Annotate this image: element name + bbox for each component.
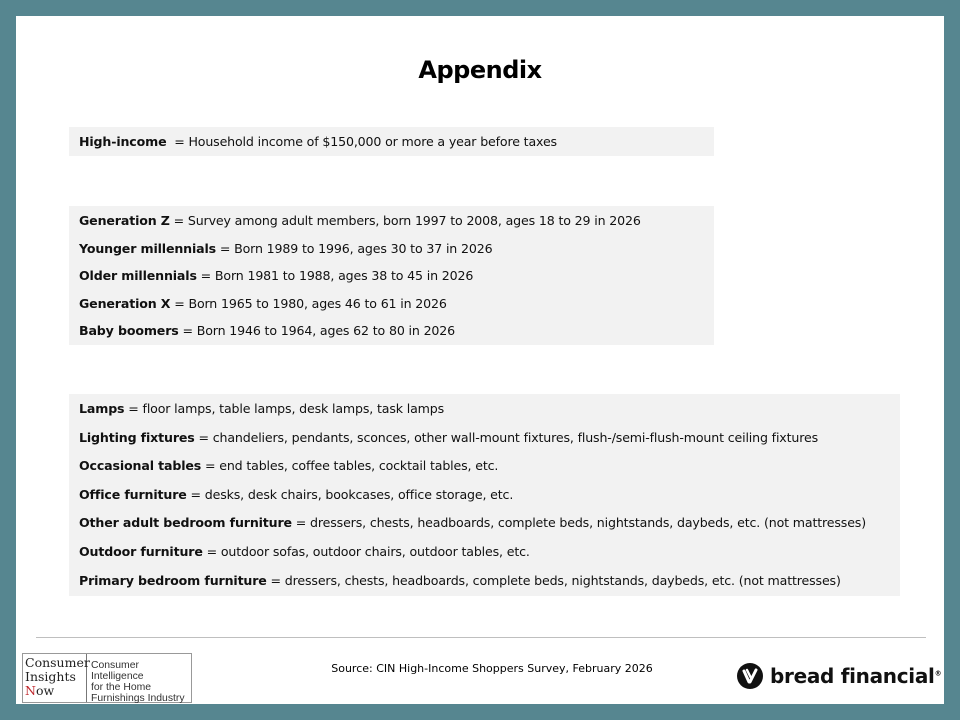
cin-logo-line: Insights [25,669,76,684]
definition-row [69,567,900,596]
definition: = outdoor sofas, outdoor chairs, outdoor tables, etc. [202,543,530,559]
definition: = Born 1981 to 1988, ages 38 to 45 in 2026 [196,268,474,283]
definition-row [69,538,900,567]
cin-logo-initial: N [25,683,36,698]
cin-logo-line [25,684,86,698]
term: Lamps [79,401,125,416]
definition: = dressers, chests, headboards, complete beds, nightstands, daybeds, etc. (not mattresses) [266,572,841,588]
cin-logo-line: Consumer [25,655,90,670]
definition-row [69,481,900,510]
term: Generation Z [79,213,170,228]
term: Older millennials [79,268,197,283]
bread-financial-logo [736,661,941,691]
cin-logo-rest: ow [35,683,55,698]
definition: = desks, desk chairs, bookcases, office storage, etc. [186,486,514,502]
definition-row [69,317,714,345]
cin-tagline-line: for the Home [91,682,152,693]
categories-box [69,394,900,596]
generations-box [69,206,714,345]
definition: = Born 1946 to 1964, ages 62 to 80 in 2026 [178,323,456,338]
term: Outdoor furniture [79,543,203,559]
bread-logo-icon [736,662,764,690]
definition: = end tables, coffee tables, cocktail tables, etc. [201,458,499,474]
definition: = dressers, chests, headboards, complete beds, nightstands, daybeds, etc. (not mattresses) [291,515,866,531]
definition-row [69,452,900,481]
page-title: Appendix [418,56,542,84]
definition: = Born 1965 to 1980, ages 46 to 61 in 2026 [170,295,447,311]
income-definition-box [69,127,714,156]
term: Younger millennials [79,240,217,256]
definition: = Survey among adult members, born 1997 to 2008, ages 18 to 29 in 2026 [169,213,641,228]
cin-logo-tagline [87,654,191,702]
definition: = floor lamps, table lamps, desk lamps, task lamps [124,401,445,416]
source-note: Source: CIN High-Income Shoppers Survey, February 2026 [331,662,653,675]
cin-logo-wordmark [23,654,90,702]
footer-divider [36,637,926,638]
slide [16,16,944,704]
definition: = Born 1989 to 1996, ages 30 to 37 in 2026 [216,240,493,256]
definition-row [79,134,557,149]
cin-tagline-line: Furnishings Industry [91,693,185,704]
term: Baby boomers [79,323,179,338]
term: Generation X [79,295,171,311]
term: High-income [79,134,167,149]
term: Primary bedroom furniture [79,572,267,588]
definition-row [69,424,900,453]
term: Occasional tables [79,458,202,474]
definition-row [69,235,714,263]
definition: = Household income of $150,000 or more a year before taxes [166,134,557,149]
cin-tagline-line: Consumer Intelligence [91,660,144,682]
definition: = chandeliers, pendants, sconces, other wall-mount fixtures, flush-/semi-flush-mount ceiling fixtures [194,429,818,445]
definition-row [69,395,900,424]
term: Office furniture [79,486,187,502]
cin-logo [22,653,192,703]
term: Lighting fixtures [79,429,195,445]
definition-row [69,509,900,538]
bread-logo-text: bread financial® [770,664,942,688]
term: Other adult bedroom furniture [79,515,292,531]
definition-row [69,290,714,318]
definition-row [69,207,714,235]
definition-row [69,262,714,290]
